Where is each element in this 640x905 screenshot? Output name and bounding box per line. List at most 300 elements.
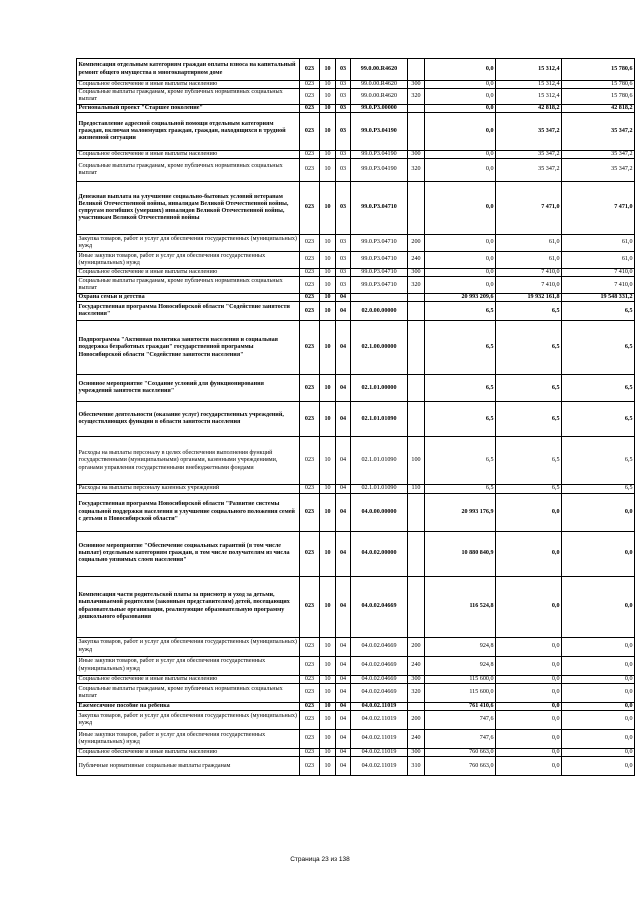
table-row <box>77 531 635 576</box>
cell-department-code: 023 <box>300 711 320 730</box>
cell-target-article <box>351 294 408 302</box>
cell-expense-type <box>408 576 425 637</box>
cell-amount-year-2: 7 410,0 <box>496 277 562 294</box>
cell-target-article: 02.1.01.01090 <box>351 485 408 493</box>
cell-amount-year-3: 0,0 <box>562 749 635 757</box>
cell-name: Ежемесячное пособие на ребенка <box>77 702 300 710</box>
cell-amount-year-1: 0,0 <box>425 89 496 104</box>
table-row <box>77 749 635 757</box>
cell-target-article: 02.1.01.01090 <box>351 402 408 437</box>
cell-amount-year-3: 6,5 <box>562 437 635 485</box>
table-row <box>77 112 635 150</box>
cell-department-code: 023 <box>300 159 320 182</box>
cell-target-article: 02.0.00.00000 <box>351 302 408 321</box>
cell-expense-type: 110 <box>408 485 425 493</box>
cell-amount-year-1: 924,8 <box>425 656 496 675</box>
cell-amount-year-2: 19 932 161,8 <box>496 294 562 302</box>
cell-expense-type: 200 <box>408 637 425 656</box>
cell-subsection-code: 03 <box>336 159 351 182</box>
cell-target-article: 04.0.02.11019 <box>351 730 408 749</box>
cell-target-article: 04.0.02.04669 <box>351 675 408 683</box>
cell-amount-year-3: 6,5 <box>562 321 635 375</box>
cell-amount-year-1: 6,5 <box>425 302 496 321</box>
cell-amount-year-3: 0,0 <box>562 683 635 702</box>
cell-department-code: 023 <box>300 112 320 150</box>
cell-department-code: 023 <box>300 375 320 402</box>
cell-name: Государственная программа Новосибирской области "Развитие системы социальной поддержки населения и улучшение социального положения семей с детьми в Новосибирской области" <box>77 493 300 531</box>
table-row <box>77 493 635 531</box>
cell-name: Закупка товаров, работ и услуг для обеспечения государственных (муниципальных) нужд <box>77 711 300 730</box>
cell-expense-type: 320 <box>408 89 425 104</box>
cell-expense-type: 300 <box>408 81 425 89</box>
table-body <box>77 59 635 776</box>
cell-target-article: 99.0.P3.04710 <box>351 277 408 294</box>
cell-amount-year-2: 6,5 <box>496 485 562 493</box>
cell-amount-year-3: 61,0 <box>562 252 635 269</box>
cell-expense-type: 200 <box>408 711 425 730</box>
cell-amount-year-2: 0,0 <box>496 683 562 702</box>
cell-department-code: 023 <box>300 269 320 277</box>
cell-section-code: 10 <box>320 277 336 294</box>
cell-section-code: 10 <box>320 89 336 104</box>
cell-amount-year-3: 35 347,2 <box>562 150 635 158</box>
cell-amount-year-2: 7 410,0 <box>496 269 562 277</box>
cell-amount-year-3: 6,5 <box>562 302 635 321</box>
cell-section-code: 10 <box>320 637 336 656</box>
cell-name: Закупка товаров, работ и услуг для обеспечения государственных (муниципальных) нужд <box>77 235 300 252</box>
cell-subsection-code: 04 <box>336 375 351 402</box>
cell-target-article: 04.0.02.11019 <box>351 711 408 730</box>
cell-subsection-code: 03 <box>336 182 351 235</box>
cell-expense-type: 310 <box>408 757 425 776</box>
cell-subsection-code: 04 <box>336 757 351 776</box>
cell-expense-type: 240 <box>408 730 425 749</box>
cell-amount-year-1: 0,0 <box>425 277 496 294</box>
cell-amount-year-3: 0,0 <box>562 711 635 730</box>
cell-section-code: 10 <box>320 757 336 776</box>
cell-amount-year-2: 35 347,2 <box>496 159 562 182</box>
cell-section-code: 10 <box>320 402 336 437</box>
cell-amount-year-2: 15 312,4 <box>496 59 562 81</box>
cell-name: Государственная программа Новосибирской области "Содействие занятости населения" <box>77 302 300 321</box>
cell-section-code: 10 <box>320 159 336 182</box>
cell-expense-type: 100 <box>408 437 425 485</box>
cell-name: Социальные выплаты гражданам, кроме публичных нормативных социальных выплат <box>77 277 300 294</box>
cell-subsection-code: 03 <box>336 252 351 269</box>
cell-section-code: 10 <box>320 749 336 757</box>
cell-subsection-code: 03 <box>336 59 351 81</box>
cell-amount-year-1: 116 524,8 <box>425 576 496 637</box>
cell-section-code: 10 <box>320 252 336 269</box>
cell-amount-year-2: 0,0 <box>496 531 562 576</box>
page-footer: Страница 23 из 138 <box>290 856 350 863</box>
cell-amount-year-3: 6,5 <box>562 485 635 493</box>
table-row <box>77 182 635 235</box>
cell-expense-type <box>408 375 425 402</box>
cell-amount-year-1: 0,0 <box>425 59 496 81</box>
cell-amount-year-3: 7 410,0 <box>562 269 635 277</box>
cell-amount-year-2: 35 347,2 <box>496 150 562 158</box>
cell-target-article: 04.0.02.04669 <box>351 637 408 656</box>
cell-expense-type <box>408 104 425 112</box>
cell-target-article: 99.0.P3.04710 <box>351 252 408 269</box>
cell-amount-year-2: 0,0 <box>496 757 562 776</box>
cell-section-code: 10 <box>320 81 336 89</box>
cell-amount-year-1: 747,6 <box>425 711 496 730</box>
cell-department-code: 023 <box>300 576 320 637</box>
cell-amount-year-3: 35 347,2 <box>562 159 635 182</box>
cell-section-code: 10 <box>320 576 336 637</box>
cell-amount-year-2: 7 471,0 <box>496 182 562 235</box>
cell-name: Предоставление адресной социальной помощи отдельным категориям граждан, включая малоимущих граждан, граждан, находящихся в трудной жизненной ситуации <box>77 112 300 150</box>
cell-name: Основное мероприятие "Создание условий для функционирования учреждений занятости населения" <box>77 375 300 402</box>
table-row <box>77 269 635 277</box>
cell-amount-year-1: 0,0 <box>425 182 496 235</box>
cell-department-code: 023 <box>300 531 320 576</box>
cell-name: Социальное обеспечение и иные выплаты населению <box>77 749 300 757</box>
cell-amount-year-2: 0,0 <box>496 730 562 749</box>
cell-target-article: 04.0.02.11019 <box>351 749 408 757</box>
cell-subsection-code: 03 <box>336 235 351 252</box>
cell-section-code: 10 <box>320 493 336 531</box>
cell-amount-year-2: 15 312,4 <box>496 89 562 104</box>
cell-section-code: 10 <box>320 375 336 402</box>
cell-expense-type: 300 <box>408 269 425 277</box>
cell-target-article: 04.0.02.11019 <box>351 702 408 710</box>
cell-amount-year-1: 0,0 <box>425 159 496 182</box>
cell-expense-type: 300 <box>408 749 425 757</box>
cell-section-code: 10 <box>320 59 336 81</box>
cell-subsection-code: 04 <box>336 302 351 321</box>
cell-expense-type: 240 <box>408 252 425 269</box>
cell-department-code: 023 <box>300 702 320 710</box>
cell-amount-year-2: 42 818,2 <box>496 104 562 112</box>
cell-expense-type: 300 <box>408 150 425 158</box>
cell-section-code: 10 <box>320 294 336 302</box>
table-row <box>77 702 635 710</box>
cell-expense-type <box>408 59 425 81</box>
table-row <box>77 637 635 656</box>
table-row <box>77 150 635 158</box>
cell-subsection-code: 04 <box>336 656 351 675</box>
cell-subsection-code: 04 <box>336 730 351 749</box>
cell-amount-year-1: 115 600,0 <box>425 683 496 702</box>
cell-department-code: 023 <box>300 321 320 375</box>
table-row <box>77 375 635 402</box>
cell-expense-type: 320 <box>408 683 425 702</box>
cell-expense-type <box>408 531 425 576</box>
cell-subsection-code: 04 <box>336 485 351 493</box>
cell-department-code: 023 <box>300 730 320 749</box>
cell-name: Компенсация части родительской платы за присмотр и уход за детьми, выплачиваемой родителям (законным представителям) детей, посещающих образовательные организации, реализующие образовательную программу дошкольного образования <box>77 576 300 637</box>
cell-section-code: 10 <box>320 104 336 112</box>
cell-department-code: 023 <box>300 294 320 302</box>
cell-amount-year-3: 42 818,2 <box>562 104 635 112</box>
cell-amount-year-2: 0,0 <box>496 656 562 675</box>
cell-amount-year-1: 747,6 <box>425 730 496 749</box>
cell-amount-year-1: 6,5 <box>425 321 496 375</box>
cell-amount-year-2: 0,0 <box>496 637 562 656</box>
cell-amount-year-1: 20 993 209,6 <box>425 294 496 302</box>
cell-department-code: 023 <box>300 302 320 321</box>
cell-target-article: 02.1.01.01090 <box>351 437 408 485</box>
table-row <box>77 89 635 104</box>
cell-target-article: 04.0.00.00000 <box>351 493 408 531</box>
cell-amount-year-1: 0,0 <box>425 81 496 89</box>
cell-section-code: 10 <box>320 656 336 675</box>
cell-section-code: 10 <box>320 531 336 576</box>
cell-name: Социальное обеспечение и иные выплаты населению <box>77 675 300 683</box>
cell-amount-year-3: 61,0 <box>562 235 635 252</box>
cell-subsection-code: 04 <box>336 702 351 710</box>
cell-section-code: 10 <box>320 302 336 321</box>
cell-subsection-code: 04 <box>336 711 351 730</box>
cell-target-article: 99.0.P3.04190 <box>351 150 408 158</box>
cell-expense-type <box>408 321 425 375</box>
cell-name: Социальное обеспечение и иные выплаты населению <box>77 269 300 277</box>
cell-department-code: 023 <box>300 656 320 675</box>
cell-department-code: 023 <box>300 437 320 485</box>
cell-subsection-code: 03 <box>336 150 351 158</box>
cell-section-code: 10 <box>320 150 336 158</box>
cell-target-article: 99.0.P3.04190 <box>351 159 408 182</box>
cell-amount-year-3: 35 347,2 <box>562 112 635 150</box>
cell-expense-type <box>408 702 425 710</box>
cell-subsection-code: 03 <box>336 277 351 294</box>
cell-department-code: 023 <box>300 104 320 112</box>
cell-amount-year-2: 0,0 <box>496 493 562 531</box>
cell-subsection-code: 04 <box>336 637 351 656</box>
table-row <box>77 683 635 702</box>
cell-amount-year-3: 0,0 <box>562 675 635 683</box>
cell-amount-year-2: 0,0 <box>496 711 562 730</box>
cell-amount-year-1: 6,5 <box>425 437 496 485</box>
table-row <box>77 656 635 675</box>
cell-department-code: 023 <box>300 252 320 269</box>
table-row <box>77 252 635 269</box>
cell-name: Публичные нормативные социальные выплаты гражданам <box>77 757 300 776</box>
cell-department-code: 023 <box>300 182 320 235</box>
cell-department-code: 023 <box>300 59 320 81</box>
cell-amount-year-3: 0,0 <box>562 702 635 710</box>
cell-name: Обеспечение деятельности (оказание услуг) государственных учреждений, осуществляющих функции в области занятости населения <box>77 402 300 437</box>
cell-amount-year-2: 0,0 <box>496 749 562 757</box>
cell-subsection-code: 04 <box>336 493 351 531</box>
cell-name: Иные закупки товаров, работ и услуг для обеспечения государственных (муниципальных) нужд <box>77 656 300 675</box>
cell-amount-year-1: 0,0 <box>425 252 496 269</box>
cell-section-code: 10 <box>320 437 336 485</box>
cell-subsection-code: 03 <box>336 89 351 104</box>
cell-amount-year-1: 115 600,0 <box>425 675 496 683</box>
cell-subsection-code: 03 <box>336 269 351 277</box>
table-row <box>77 757 635 776</box>
cell-section-code: 10 <box>320 269 336 277</box>
cell-expense-type: 320 <box>408 277 425 294</box>
cell-expense-type <box>408 402 425 437</box>
table-row <box>77 402 635 437</box>
cell-section-code: 10 <box>320 182 336 235</box>
table-row <box>77 485 635 493</box>
cell-amount-year-3: 7 471,0 <box>562 182 635 235</box>
cell-subsection-code: 04 <box>336 683 351 702</box>
cell-amount-year-2: 6,5 <box>496 437 562 485</box>
cell-subsection-code: 04 <box>336 402 351 437</box>
table-row <box>77 576 635 637</box>
cell-target-article: 99.0.P3.04710 <box>351 235 408 252</box>
cell-amount-year-1: 20 993 176,9 <box>425 493 496 531</box>
cell-section-code: 10 <box>320 702 336 710</box>
cell-amount-year-1: 761 410,6 <box>425 702 496 710</box>
cell-name: Иные закупки товаров, работ и услуг для обеспечения государственных (муниципальных) нужд <box>77 252 300 269</box>
cell-expense-type: 320 <box>408 159 425 182</box>
cell-target-article: 99.0.P3.04710 <box>351 182 408 235</box>
cell-amount-year-3: 15 780,6 <box>562 89 635 104</box>
cell-amount-year-1: 760 663,0 <box>425 757 496 776</box>
cell-subsection-code: 03 <box>336 104 351 112</box>
table-row <box>77 294 635 302</box>
cell-amount-year-3: 7 410,0 <box>562 277 635 294</box>
cell-amount-year-2: 61,0 <box>496 235 562 252</box>
cell-name: Денежная выплата на улучшение социально-бытовых условий ветеранам Великой Отечественной войны, инвалидам Великой Отечественной войны, супругам погибших (умерших) инвалидов Великой Отечественной войны, участникам Великой Отечественной войны <box>77 182 300 235</box>
cell-target-article: 04.0.02.04669 <box>351 683 408 702</box>
cell-amount-year-3: 6,5 <box>562 402 635 437</box>
cell-subsection-code: 03 <box>336 81 351 89</box>
cell-amount-year-3: 15 780,6 <box>562 81 635 89</box>
cell-department-code: 023 <box>300 757 320 776</box>
cell-expense-type <box>408 493 425 531</box>
cell-target-article: 04.0.02.11019 <box>351 757 408 776</box>
cell-name: Охрана семьи и детства <box>77 294 300 302</box>
cell-subsection-code: 04 <box>336 321 351 375</box>
cell-amount-year-1: 10 880 840,9 <box>425 531 496 576</box>
cell-subsection-code: 04 <box>336 576 351 637</box>
cell-expense-type: 200 <box>408 235 425 252</box>
table-row <box>77 81 635 89</box>
cell-subsection-code: 04 <box>336 531 351 576</box>
cell-subsection-code: 04 <box>336 749 351 757</box>
cell-department-code: 023 <box>300 81 320 89</box>
cell-subsection-code: 04 <box>336 294 351 302</box>
cell-amount-year-1: 760 663,0 <box>425 749 496 757</box>
cell-amount-year-2: 6,5 <box>496 402 562 437</box>
cell-name: Социальные выплаты гражданам, кроме публичных нормативных социальных выплат <box>77 89 300 104</box>
cell-subsection-code: 03 <box>336 112 351 150</box>
cell-amount-year-3: 0,0 <box>562 656 635 675</box>
cell-department-code: 023 <box>300 277 320 294</box>
cell-name: Подпрограмма "Активная политика занятости населения и социальная поддержка безработных граждан" государственной программы Новосибирской области "Содействие занятости населения" <box>77 321 300 375</box>
cell-department-code: 023 <box>300 683 320 702</box>
table-row <box>77 277 635 294</box>
cell-amount-year-3: 0,0 <box>562 637 635 656</box>
cell-section-code: 10 <box>320 711 336 730</box>
cell-name: Социальные выплаты гражданам, кроме публичных нормативных социальных выплат <box>77 159 300 182</box>
cell-name: Расходы на выплаты персоналу в целях обеспечения выполнения функций государственными (муниципальными) органами, казенными учреждениями, органами управления государственными внебюджетными фондами <box>77 437 300 485</box>
cell-amount-year-1: 0,0 <box>425 269 496 277</box>
cell-amount-year-2: 0,0 <box>496 702 562 710</box>
cell-expense-type: 300 <box>408 675 425 683</box>
cell-amount-year-2: 6,5 <box>496 321 562 375</box>
cell-amount-year-2: 6,5 <box>496 375 562 402</box>
cell-expense-type: 240 <box>408 656 425 675</box>
cell-amount-year-2: 61,0 <box>496 252 562 269</box>
cell-name: Социальное обеспечение и иные выплаты населению <box>77 81 300 89</box>
cell-department-code: 023 <box>300 675 320 683</box>
cell-section-code: 10 <box>320 683 336 702</box>
cell-amount-year-3: 0,0 <box>562 493 635 531</box>
cell-department-code: 023 <box>300 637 320 656</box>
cell-amount-year-1: 6,5 <box>425 402 496 437</box>
cell-amount-year-1: 0,0 <box>425 150 496 158</box>
budget-table <box>76 58 635 776</box>
cell-department-code: 023 <box>300 402 320 437</box>
table-row <box>77 104 635 112</box>
cell-amount-year-3: 19 548 331,2 <box>562 294 635 302</box>
cell-amount-year-2: 0,0 <box>496 576 562 637</box>
cell-target-article: 99.0.00.R4620 <box>351 89 408 104</box>
cell-amount-year-2: 6,5 <box>496 302 562 321</box>
cell-name: Расходы на выплаты персоналу казенных учреждений <box>77 485 300 493</box>
cell-name: Иные закупки товаров, работ и услуг для обеспечения государственных (муниципальных) нужд <box>77 730 300 749</box>
table-row <box>77 675 635 683</box>
cell-amount-year-3: 0,0 <box>562 576 635 637</box>
cell-amount-year-1: 6,5 <box>425 485 496 493</box>
cell-department-code: 023 <box>300 150 320 158</box>
cell-amount-year-2: 0,0 <box>496 675 562 683</box>
cell-amount-year-3: 0,0 <box>562 730 635 749</box>
cell-target-article: 99.0.00.R4620 <box>351 81 408 89</box>
cell-target-article: 02.1.00.00000 <box>351 321 408 375</box>
cell-department-code: 023 <box>300 493 320 531</box>
table-row <box>77 59 635 81</box>
cell-expense-type <box>408 302 425 321</box>
cell-expense-type <box>408 112 425 150</box>
cell-target-article: 02.1.01.00000 <box>351 375 408 402</box>
cell-section-code: 10 <box>320 112 336 150</box>
cell-amount-year-1: 0,0 <box>425 104 496 112</box>
cell-name: Закупка товаров, работ и услуг для обеспечения государственных (муниципальных) нужд <box>77 637 300 656</box>
cell-subsection-code: 04 <box>336 675 351 683</box>
table-row <box>77 437 635 485</box>
table-row <box>77 711 635 730</box>
cell-section-code: 10 <box>320 235 336 252</box>
cell-name: Компенсация отдельным категориям граждан оплаты взноса на капитальный ремонт общего имущества в многоквартирном доме <box>77 59 300 81</box>
cell-target-article: 99.0.00.R4620 <box>351 59 408 81</box>
cell-name: Основное мероприятие "Обеспечение социальных гарантий (в том числе выплат) отдельным категориям граждан, в том числе получателям из числа социально уязвимых слоев населения" <box>77 531 300 576</box>
cell-amount-year-3: 0,0 <box>562 757 635 776</box>
cell-target-article: 04.0.02.04669 <box>351 576 408 637</box>
cell-target-article: 99.0.P3.04710 <box>351 269 408 277</box>
table-row <box>77 235 635 252</box>
cell-section-code: 10 <box>320 730 336 749</box>
cell-section-code: 10 <box>320 321 336 375</box>
table-row <box>77 321 635 375</box>
cell-amount-year-1: 0,0 <box>425 235 496 252</box>
cell-department-code: 023 <box>300 749 320 757</box>
cell-target-article: 04.0.02.00000 <box>351 531 408 576</box>
cell-name: Социальные выплаты гражданам, кроме публичных нормативных социальных выплат <box>77 683 300 702</box>
cell-name: Региональный проект "Старшее поколение" <box>77 104 300 112</box>
cell-amount-year-2: 35 347,2 <box>496 112 562 150</box>
cell-amount-year-3: 15 780,6 <box>562 59 635 81</box>
cell-amount-year-3: 6,5 <box>562 375 635 402</box>
cell-section-code: 10 <box>320 485 336 493</box>
table-row <box>77 159 635 182</box>
cell-target-article: 99.0.P3.00000 <box>351 104 408 112</box>
cell-name: Социальное обеспечение и иные выплаты населению <box>77 150 300 158</box>
cell-amount-year-1: 924,8 <box>425 637 496 656</box>
cell-target-article: 04.0.02.04669 <box>351 656 408 675</box>
table-row <box>77 730 635 749</box>
